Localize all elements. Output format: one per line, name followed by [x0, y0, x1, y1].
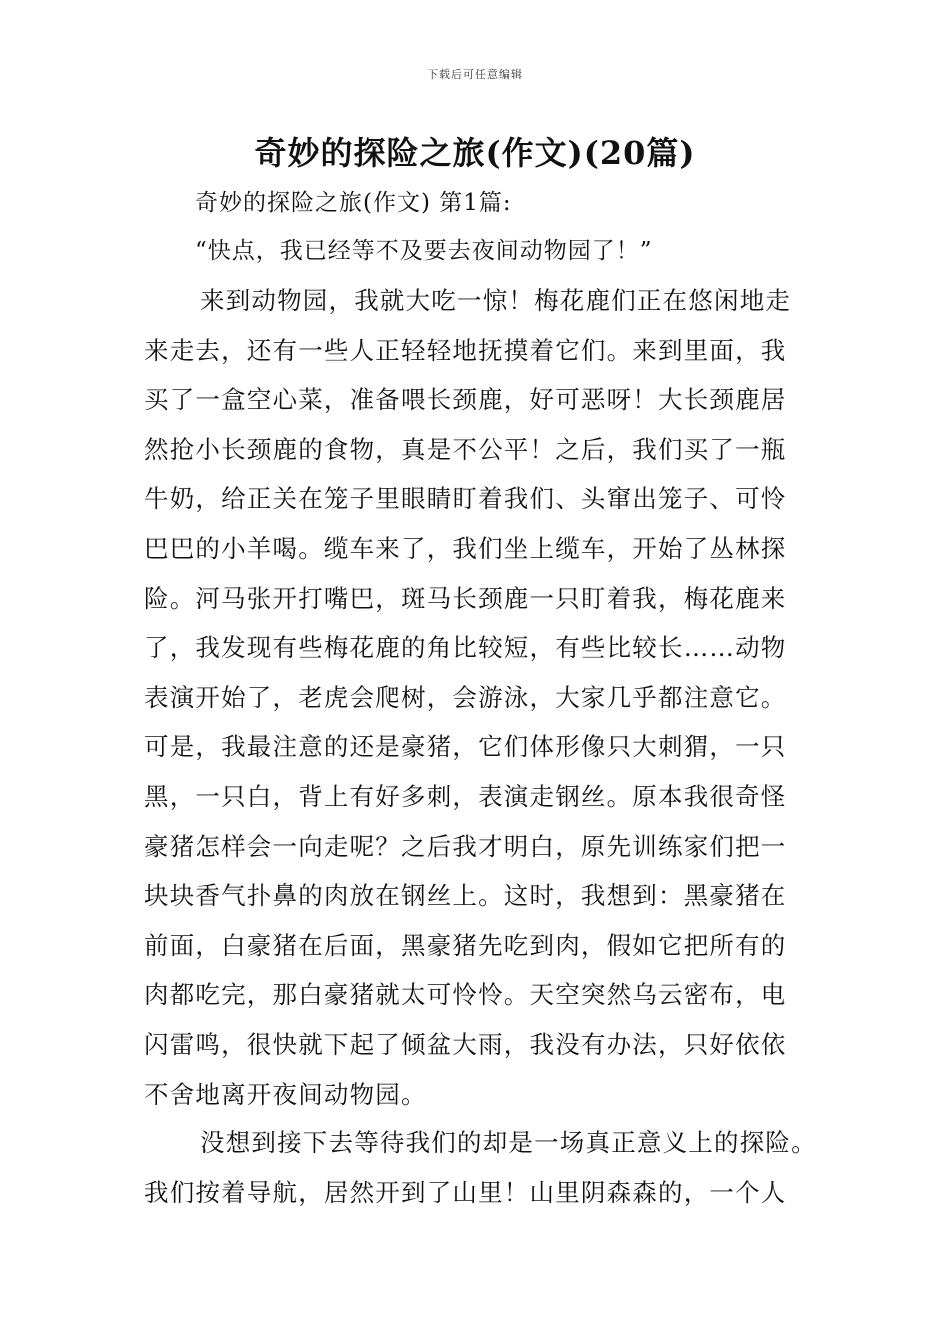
paragraph-line: 牛奶，给正关在笼子里眼睛盯着我们、头窜出笼子、可怜 — [144, 484, 787, 514]
paragraph-line: 黑，一只白，背上有好多刺，表演走钢丝。原本我很奇怪 — [144, 781, 787, 811]
document-title: 奇妙的探险之旅(作文)(20篇) — [254, 134, 696, 172]
paragraph-line: 我们按着导航，居然开到了山里！山里阴森森的，一个人 — [144, 1177, 787, 1207]
paragraph-line: 买了一盒空心菜，准备喂长颈鹿，好可恶呀！大长颈鹿居 — [144, 385, 787, 415]
paragraph-line: 了，我发现有些梅花鹿的角比较短，有些比较长……动物 — [144, 633, 787, 663]
paragraph-line: 闪雷鸣，很快就下起了倾盆大雨，我没有办法，只好依依 — [144, 1029, 787, 1059]
paragraph-line: 可是，我最注意的还是豪猪，它们体形像只大刺猬，一只 — [144, 732, 787, 762]
paragraph-line: 没想到接下去等待我们的却是一场真正意义上的探险。 — [200, 1128, 817, 1157]
paragraph-1 — [144, 276, 824, 1119]
essay-subtitle: 奇妙的探险之旅(作文) 第1篇: — [195, 190, 512, 216]
paragraph-line: 肉都吃完，那白豪猪就太可怜怜。天空突然乌云密布，电 — [144, 980, 787, 1010]
paragraph-line: 然抢小长颈鹿的食物，真是不公平！之后，我们买了一瓶 — [144, 434, 787, 464]
paragraph-line: 巴巴的小羊喝。缆车来了，我们坐上缆车，开始了丛林探 — [144, 533, 787, 563]
paragraph-line: 险。河马张开打嘴巴，斑马长颈鹿一只盯着我，梅花鹿来 — [144, 583, 787, 613]
paragraph-line: 来走去，还有一些人正轻轻地抚摸着它们。来到里面，我 — [144, 335, 787, 365]
paragraph-line: 不舍地离开夜间动物园。 — [144, 1079, 427, 1109]
paragraph-2 — [144, 1118, 824, 1217]
opening-quote: “快点，我已经等不及要去夜间动物园了！” — [195, 238, 653, 264]
paragraph-line: 前面，白豪猪在后面，黑豪猪先吃到肉，假如它把所有的 — [144, 930, 787, 960]
paragraph-line: 豪猪怎样会一向走呢？之后我才明白，原先训练家们把一 — [144, 831, 787, 861]
paragraph-line: 表演开始了，老虎会爬树，会游泳，大家几乎都注意它。 — [144, 682, 787, 712]
paragraph-line: 来到动物园，我就大吃一惊！梅花鹿们正在悠闲地走 — [200, 286, 792, 315]
header-note: 下载后可任意编辑 — [427, 68, 523, 81]
paragraph-line: 块块香气扑鼻的肉放在钢丝上。这时，我想到：黑豪猪在 — [144, 881, 787, 911]
